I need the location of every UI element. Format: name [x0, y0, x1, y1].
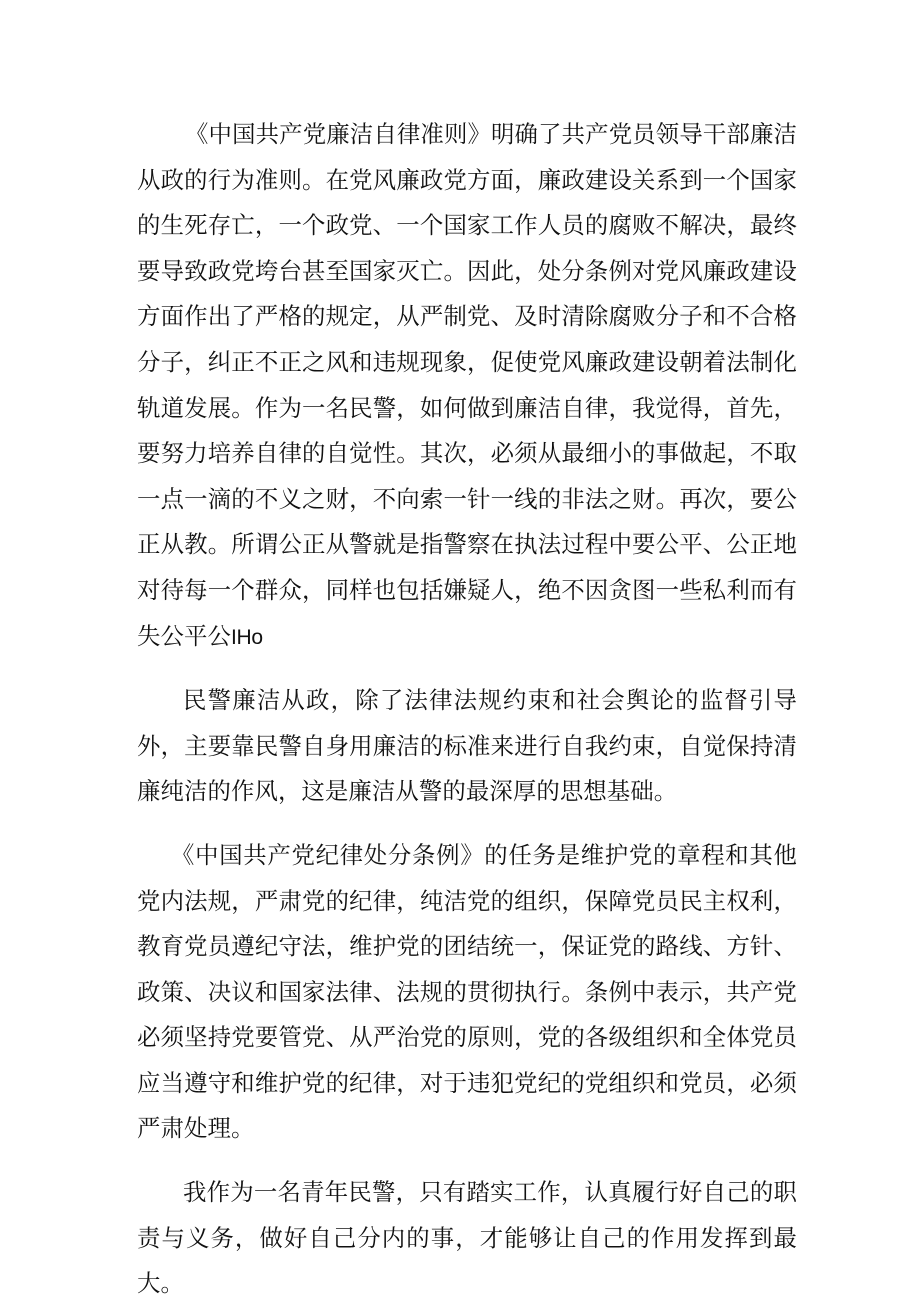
document-body: [137, 112, 797, 1307]
paragraph-police-integrity: [137, 678, 797, 815]
paragraph-text: 民警廉洁从政，除了法律法规约束和社会舆论的监督引导外，主要靠民警自身用廉洁的标准来进行自我约束，自觉保持清廉纯洁的作风，这是廉洁从警的最深厚的思想基础。: [137, 686, 797, 806]
paragraph-text: 《中国共产党纪律处分条例》的任务是维护党的章程和其他党内法规，严肃党的纪律，纯洁党的组织，保障党员民主权利，教育党员遵纪守法，维护党的团结统一，保证党的路线、方针、政策、决议和国家法律、法规的贯彻执行。条例中表示，共产党必须坚持党要管党、从严治党的原则，党的各级组织和全体党员应当遵守和维护党的纪律，对于违犯党纪的党组织和党员，必须严肃处理。: [137, 840, 797, 1143]
paragraph-integrity-code: [137, 112, 797, 660]
paragraph-ocr-tail: IHo: [230, 625, 263, 649]
paragraph-young-police: [137, 1170, 797, 1307]
paragraph-discipline-regulations: [137, 833, 797, 1152]
paragraph-text: 《中国共产党廉洁自律准则》明确了共产党员领导干部廉洁从政的行为准则。在党风廉政党方面，廉政建设关系到一个国家的生死存亡，一个政党、一个国家工作人员的腐败不解决，最终要导致政党垮台甚至国家灭亡。因此，处分条例对党风廉政建设方面作出了严格的规定，从严制党、及时清除腐败分子和不合格分子，纠正不正之风和违规现象，促使党风廉政建设朝着法制化轨道发展。作为一名民警，如何做到廉洁自律，我觉得，首先，要努力培养自律的自觉性。其次，必须从最细小的事做起，不取一点一滴的不义之财，不向索一针一线的非法之财。再次，要公正从教。所谓公正从警就是指警察在执法过程中要公平、公正地对待每一个群众，同样也包括嫌疑人，绝不因贪图一些私利而有失公平公: [137, 120, 797, 650]
paragraph-text: 我作为一名青年民警，只有踏实工作，认真履行好自己的职责与义务，做好自己分内的事，才能够让自己的作用发挥到最大。: [137, 1178, 797, 1298]
